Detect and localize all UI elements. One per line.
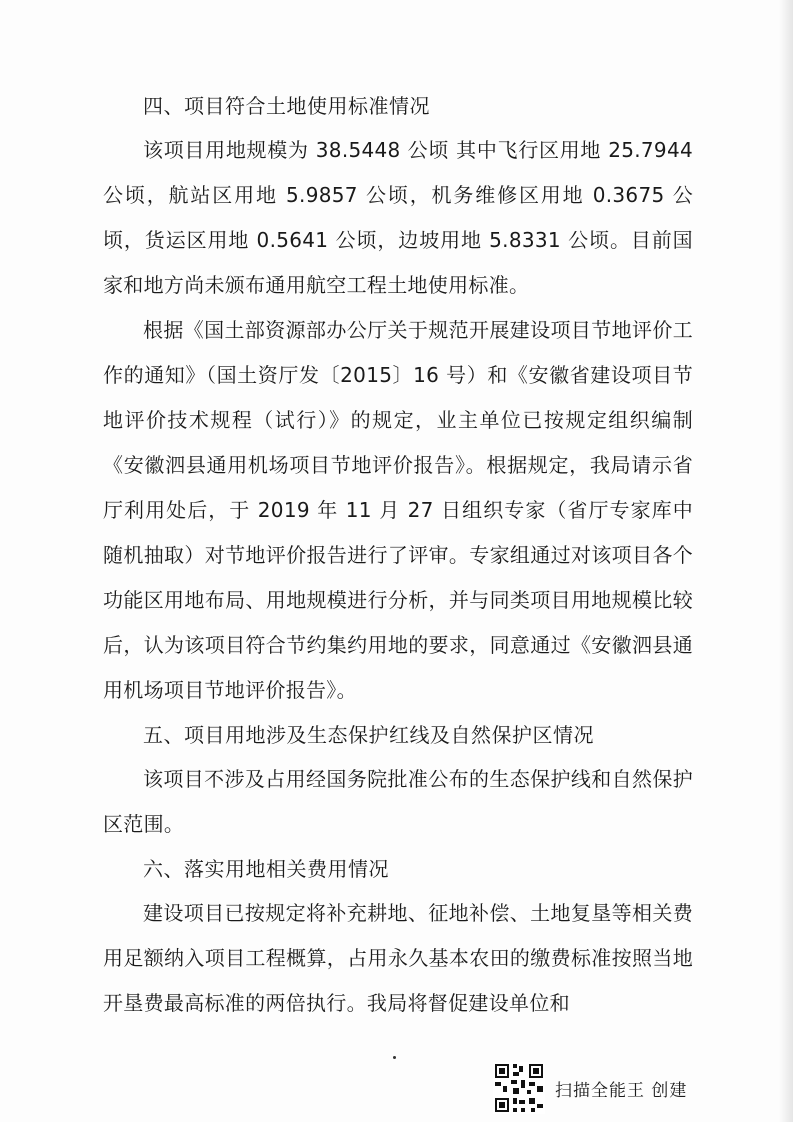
section-heading-6: 六、落实用地相关费用情况 <box>143 857 389 881</box>
paragraph-ecology: 该项目不涉及占用经国务院批准公布的生态保护线和自然保护区范围。 <box>103 767 693 836</box>
paragraph-land-evaluation: 根据《国土部资源部办公厅关于规范开展建设项目节地评价工作的通知》（国土资厅发〔2015〕16 号）和《安徽省建设项目节地评价技术规程（试行）》的规定，业主单位已按规定组织编制《安徽泗县通用机场项目节地评价报告》。根据规定，我局请示省厅利用处后，于 2019 年 11 月 27 日组织专家（省厅专家库中随机抽取）对节地评价报告进行了评审。专家组通过对该项目各个功能区用地布局、用地规模进行分析，并与同类项目用地规模比较后，认为该项目符合节约集约用地的要求，同意通过《安徽泗县通用机场项目节地评价报告》。 <box>103 318 693 702</box>
paragraph-fees: 建设项目已按规定将补充耕地、征地补偿、土地复垦等相关费用足额纳入项目工程概算，占用永久基本农田的缴费标准按照当地开垦费最高标准的两倍执行。我局将督促建设单位和 <box>103 901 693 1015</box>
paragraph-land-scale: 该项目用地规模为 38.5448 公顷 其中飞行区用地 25.7944 公顷，航站区用地 5.9857 公顷，机务维修区用地 0.3675 公顷，货运区用地 0.5641 公顷，边坡用地 5.8331 公顷。目前国家和地方尚未颁布通用航空工程土地使用标准。 <box>103 138 693 297</box>
scan-edge-shadow <box>779 0 793 1122</box>
scanner-watermark <box>493 1060 687 1116</box>
document-body <box>103 84 693 1026</box>
qr-code-icon <box>493 1062 545 1114</box>
page-dot-mark <box>393 1056 396 1059</box>
section-heading-5: 五、项目用地涉及生态保护红线及自然保护区情况 <box>143 723 594 747</box>
section-heading-4: 四、项目符合土地使用标准情况 <box>143 94 430 118</box>
scanner-label: 扫描全能王 创建 <box>555 1080 688 1101</box>
